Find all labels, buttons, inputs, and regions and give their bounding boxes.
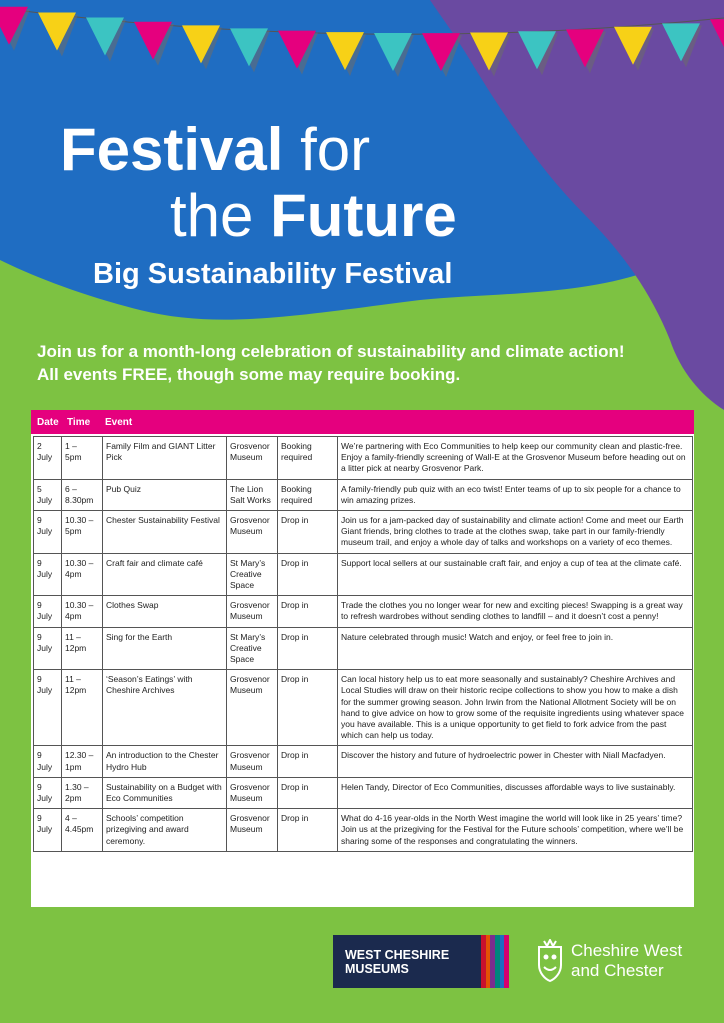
cell-description: Join us for a jam-packed day of sustainability and climate action! Come and meet our Earth Giant friends, bring clothes to trade at the clothes swap, take part in our family-friendly museum trail, and enjoy a whole day of talks and workshops on a variety of eco themes. bbox=[338, 511, 693, 554]
cell-event: Pub Quiz bbox=[103, 479, 227, 510]
table-row bbox=[34, 809, 693, 852]
cell-venue: Grosvenor Museum bbox=[227, 596, 278, 627]
cell-time: 10.30 – 4pm bbox=[62, 553, 103, 596]
title-word-festival: Festival bbox=[60, 116, 284, 183]
cell-venue: Grosvenor Museum bbox=[227, 809, 278, 852]
museums-logo-line2: MUSEUMS bbox=[345, 962, 409, 976]
table-row bbox=[34, 553, 693, 596]
festival-title-line1 bbox=[60, 118, 370, 182]
cell-description: Trade the clothes you no longer wear for new and exciting pieces! Swapping is a great way to refresh wardrobes without sending clothes to landfill – and it doesn’t cost a penny! bbox=[338, 596, 693, 627]
title-word-for: for bbox=[283, 116, 371, 183]
cell-booking: Booking required bbox=[278, 479, 338, 510]
intro-line-2: All events FREE, though some may require booking. bbox=[37, 365, 461, 384]
cell-venue: Grosvenor Museum bbox=[227, 670, 278, 746]
intro-text bbox=[37, 340, 697, 386]
intro-line-1: Join us for a month-long celebration of sustainability and climate action! bbox=[37, 342, 625, 361]
cell-date: 9 July bbox=[34, 809, 62, 852]
cell-time: 6 – 8.30pm bbox=[62, 479, 103, 510]
cell-booking: Drop in bbox=[278, 596, 338, 627]
cell-date: 5 July bbox=[34, 479, 62, 510]
council-logo-line2: and Chester bbox=[571, 961, 664, 980]
cell-booking: Booking required bbox=[278, 437, 338, 480]
header-event: Event bbox=[105, 417, 133, 428]
cell-venue: Grosvenor Museum bbox=[227, 511, 278, 554]
cell-event: Sing for the Earth bbox=[103, 627, 227, 670]
table-header-bar bbox=[31, 410, 694, 434]
cell-time: 10.30 – 5pm bbox=[62, 511, 103, 554]
west-cheshire-museums-logo bbox=[333, 935, 509, 988]
cell-time: 12.30 – 1pm bbox=[62, 746, 103, 777]
cell-event: An introduction to the Chester Hydro Hub bbox=[103, 746, 227, 777]
cell-booking: Drop in bbox=[278, 746, 338, 777]
footer-logos bbox=[333, 935, 693, 990]
cell-booking: Drop in bbox=[278, 670, 338, 746]
museums-logo-stripes bbox=[481, 935, 509, 988]
cell-date: 9 July bbox=[34, 746, 62, 777]
cell-description: We’re partnering with Eco Communities to help keep our community clean and plastic-free. Enjoy a family-friendly screening of Wall-E at the Grosvenor Museum before heading out on a litter pick at nearby Grosvenor Park. bbox=[338, 437, 693, 480]
cell-date: 9 July bbox=[34, 511, 62, 554]
table-row bbox=[34, 746, 693, 777]
cell-venue: Grosvenor Museum bbox=[227, 746, 278, 777]
events-table bbox=[33, 436, 693, 852]
cell-venue: Grosvenor Museum bbox=[227, 777, 278, 808]
cell-venue: St Mary’s Creative Space bbox=[227, 553, 278, 596]
cell-booking: Drop in bbox=[278, 627, 338, 670]
cell-time: 11 – 12pm bbox=[62, 670, 103, 746]
cell-date: 2 July bbox=[34, 437, 62, 480]
cell-date: 9 July bbox=[34, 596, 62, 627]
cell-event: Family Film and GIANT Litter Pick bbox=[103, 437, 227, 480]
cell-time: 1.30 – 2pm bbox=[62, 777, 103, 808]
cell-event: ‘Season’s Eatings’ with Cheshire Archives bbox=[103, 670, 227, 746]
festival-title-line2 bbox=[170, 184, 457, 248]
cell-date: 9 July bbox=[34, 777, 62, 808]
cell-time: 1 – 5pm bbox=[62, 437, 103, 480]
cell-event: Chester Sustainability Festival bbox=[103, 511, 227, 554]
cell-event: Craft fair and climate café bbox=[103, 553, 227, 596]
cell-date: 9 July bbox=[34, 627, 62, 670]
title-word-future: Future bbox=[270, 182, 457, 249]
events-table-card bbox=[31, 410, 694, 907]
festival-subtitle: Big Sustainability Festival bbox=[93, 258, 453, 290]
cell-time: 4 – 4.45pm bbox=[62, 809, 103, 852]
cell-time: 11 – 12pm bbox=[62, 627, 103, 670]
table-row bbox=[34, 670, 693, 746]
cell-booking: Drop in bbox=[278, 553, 338, 596]
cell-venue: St Mary’s Creative Space bbox=[227, 627, 278, 670]
council-logo-line1: Cheshire West bbox=[571, 941, 683, 960]
cell-booking: Drop in bbox=[278, 809, 338, 852]
museums-logo-line1: WEST CHESHIRE bbox=[345, 948, 450, 962]
cell-event: Clothes Swap bbox=[103, 596, 227, 627]
council-crest-icon bbox=[535, 939, 565, 983]
cell-date: 9 July bbox=[34, 553, 62, 596]
cell-venue: Grosvenor Museum bbox=[227, 437, 278, 480]
cell-event: Sustainability on a Budget with Eco Communities bbox=[103, 777, 227, 808]
cell-description: Nature celebrated through music! Watch and enjoy, or feel free to join in. bbox=[338, 627, 693, 670]
cell-venue: The Lion Salt Works bbox=[227, 479, 278, 510]
table-row bbox=[34, 437, 693, 480]
cell-description: Can local history help us to eat more seasonally and sustainably? Cheshire Archives and Local Studies will draw on their historic recipe collections to show you how to make a dish for the summer growing season. John Irwin from the National Allotment Society will be on hand to give advice on how to grow some of the requisite ingredients using whatever space you have available. This is a unique opportunity to get field to fork advice from the past which can help us today. bbox=[338, 670, 693, 746]
header-date: Date bbox=[37, 417, 59, 428]
cell-description: A family-friendly pub quiz with an eco twist! Enter teams of up to six people for a chance to win amazing prizes. bbox=[338, 479, 693, 510]
cell-time: 10.30 – 4pm bbox=[62, 596, 103, 627]
table-row bbox=[34, 596, 693, 627]
cell-description: Discover the history and future of hydroelectric power in Chester with Niall Macfadyen. bbox=[338, 746, 693, 777]
cell-event: Schools’ competition prizegiving and award ceremony. bbox=[103, 809, 227, 852]
table-row bbox=[34, 479, 693, 510]
title-word-the: the bbox=[170, 182, 271, 249]
header-time: Time bbox=[67, 417, 91, 428]
cell-description: Support local sellers at our sustainable craft fair, and enjoy a cup of tea at the climate café. bbox=[338, 553, 693, 596]
table-row bbox=[34, 777, 693, 808]
cell-date: 9 July bbox=[34, 670, 62, 746]
cell-description: Helen Tandy, Director of Eco Communities, discusses affordable ways to live sustainably. bbox=[338, 777, 693, 808]
cell-booking: Drop in bbox=[278, 511, 338, 554]
table-row bbox=[34, 627, 693, 670]
table-row bbox=[34, 511, 693, 554]
cheshire-west-chester-logo bbox=[535, 939, 695, 987]
cell-booking: Drop in bbox=[278, 777, 338, 808]
cell-description: What do 4-16 year-olds in the North West imagine the world will look like in 25 years’ time? Join us at the prizegiving for the Festival for the Future schools’ competition, where we’ll be sharing some of the responses and congratulating the winners. bbox=[338, 809, 693, 852]
